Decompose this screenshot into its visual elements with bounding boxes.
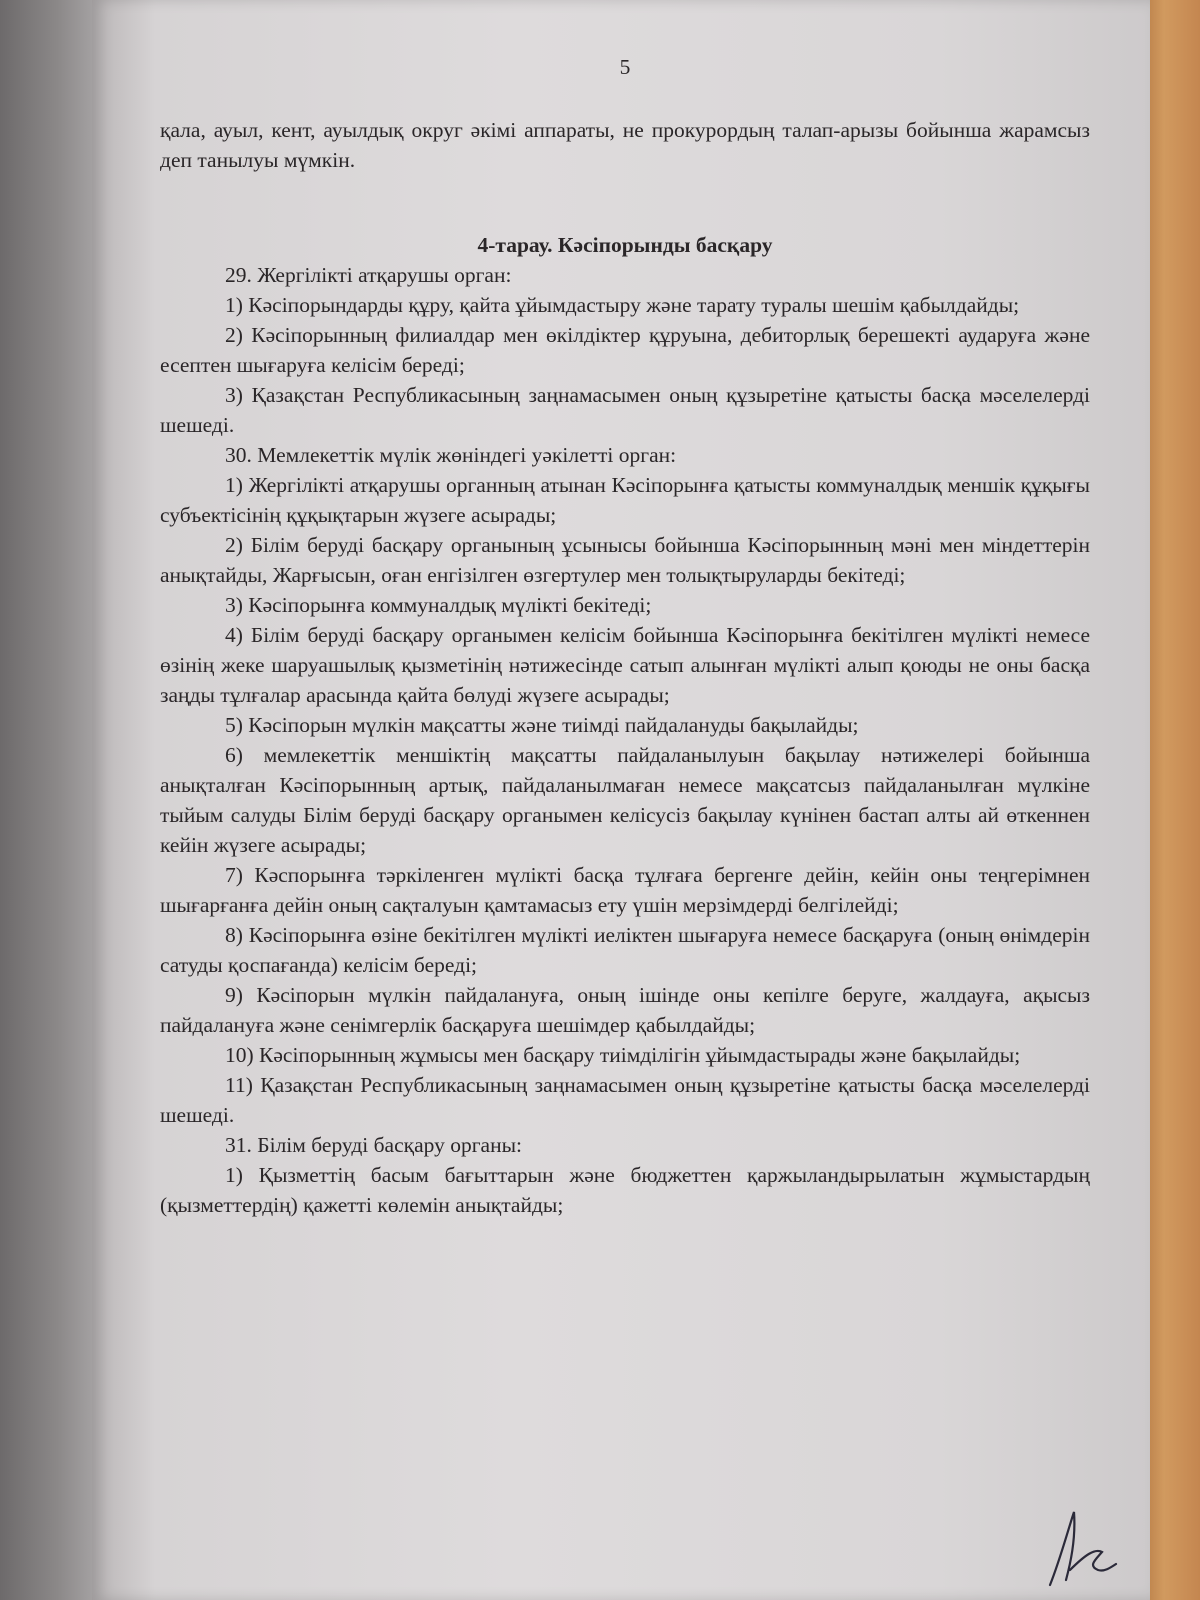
paragraph: 10) Кәсіпорынның жұмысы мен басқару тиімділігін ұйымдастырады және бақылайды; [225, 1043, 1021, 1067]
paragraph: 8) Кәсіпорынға өзіне бекітілген мүлікті иеліктен шығаруға немесе басқаруға (оның өнімдерін сатуды қоспағанда) келісім береді; [160, 923, 1090, 977]
paragraph: 30. Мемлекеттік мүлік жөніндегі уәкілетті орган: [225, 443, 677, 467]
paragraph: 1) Қызметтің басым бағыттарын және бюджеттен қаржыландырылатын жұмыстардың (қызметтердің) қажетті көлемін анықтайды; [160, 1163, 1090, 1217]
intro-paragraph: қала, ауыл, кент, ауылдық округ әкімі аппараты, не прокурордың талап-арызы бойынша жарамсыз деп танылуы мүмкін. [160, 118, 1090, 172]
paragraph: 2) Кәсіпорынның филиалдар мен өкілдіктер құруына, дебиторлық берешекті аударуға және есептен шығаруға келісім береді; [160, 323, 1090, 377]
signature [1040, 1500, 1120, 1590]
paragraph: 29. Жергілікті атқарушы орган: [225, 263, 512, 287]
paragraph: 11) Қазақстан Республикасының заңнамасымен оның құзыретіне қатысты басқа мәселелерді шешеді. [160, 1073, 1090, 1127]
desk-background [0, 0, 95, 1600]
paragraph: 31. Білім беруді басқару органы: [225, 1133, 522, 1157]
section-heading: 4-тарау. Кәсіпорынды басқару [477, 233, 773, 257]
paragraph: 5) Кәсіпорын мүлкін мақсатты және тиімді пайдалануды бақылайды; [225, 713, 859, 737]
paragraph: 9) Кәсіпорын мүлкін пайдалануға, оның ішінде оны кепілге беруге, жалдауға, ақысыз пайдалануға және сенімгерлік басқаруға шешімдер қабылдайды; [160, 983, 1090, 1037]
paragraph: 4) Білім беруді басқару органымен келісім бойынша Кәсіпорынға бекітілген мүлікті немесе өзінің жеке шаруашылық қызметінің нәтижесінде сатып алынған мүлікті алып қоюды не оны басқа заңды тұлғалар арасында қайта бөлуді жүзеге асырады; [160, 623, 1090, 707]
paragraph: 3) Кәсіпорынға коммуналдық мүлікті бекітеді; [225, 593, 652, 617]
paragraph: 1) Кәсіпорындарды құру, қайта ұйымдастыру және тарату туралы шешім қабылдайды; [225, 293, 1020, 317]
page-number: 5 [619, 55, 631, 79]
paragraph: 3) Қазақстан Республикасының заңнамасымен оның құзыретіне қатысты басқа мәселелерді шешеді. [160, 383, 1090, 437]
paragraph: 1) Жергілікті атқарушы органның атынан Кәсіпорынға қатысты коммуналдық меншік құқығы субъектісінің құқықтарын жүзеге асырады; [160, 473, 1090, 527]
paragraph: 6) мемлекеттік меншіктің мақсатты пайдаланылуын бақылау нәтижелері бойынша анықталған Кәсіпорынның артық, пайдаланылмаған немесе мақсатсыз пайдаланылған мүлкіне тыйым салуды Білім беруді басқару органымен келісусіз бақылау күнінен бастап алты ай өткеннен кейін жүзеге асырады; [160, 743, 1090, 857]
paragraph: 7) Кәспорынға тәркіленген мүлікті басқа тұлғаға бергенге дейін, кейін оны теңгерімнен шығарғанға дейін оның сақталуын қамтамасыз ету үшін мерзімдерді белгілейді; [160, 863, 1090, 917]
paragraph: 2) Білім беруді басқару органының ұсынысы бойынша Кәсіпорынның мәні мен міндеттерін анықтайды, Жарғысын, оған енгізілген өзгертулер мен толықтыруларды бекітеді; [160, 533, 1090, 587]
